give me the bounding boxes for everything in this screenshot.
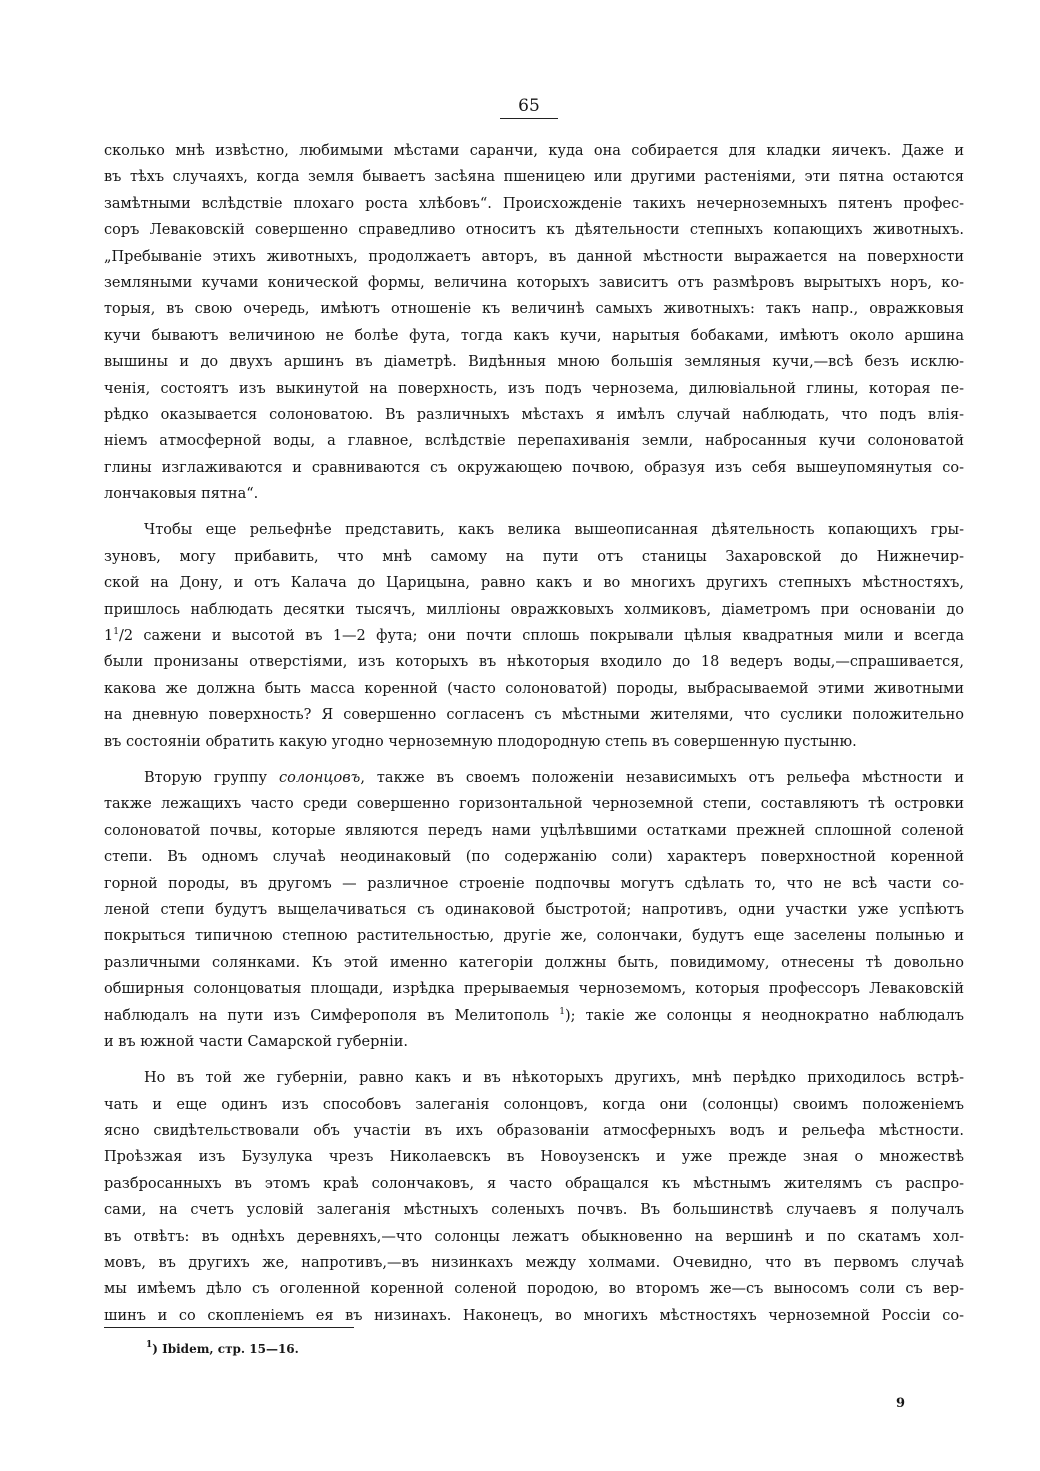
text-line: земляными кучами конической формы, величина которыхъ зависитъ отъ размѣровъ вырытыхъ норъ, ко-: [104, 274, 964, 291]
text-line: ніемъ атмосферной воды, а главное, вслѣдствіе перепахиванія земли, набросанныя кучи солоноватой: [104, 433, 964, 450]
fraction-whole: 1: [104, 628, 114, 645]
text-line: Проѣзжая изъ Бузулука чрезъ Николаевскъ въ Новоузенскъ и уже прежде зная о множествѣ: [104, 1149, 964, 1166]
text-line: мовъ, въ другихъ же, напротивъ,—въ низинкахъ между холмами. Очевидно, что въ первомъ случаѣ: [104, 1255, 964, 1272]
text-line: разбросанныхъ въ этомъ краѣ солончаковъ, я часто обращался къ мѣстнымъ жителямъ съ распро-: [104, 1175, 964, 1192]
text-line: лончаковыя пятна“.: [104, 486, 259, 503]
text-line: шинъ и со скопленіемъ ея въ низинахъ. Наконецъ, во многихъ мѣстностяхъ черноземной Россіи со-: [104, 1307, 964, 1324]
text-line: рѣдко оказывается солоноватою. Въ различныхъ мѣстахъ я имѣлъ случай наблюдать, что подъ влія-: [104, 406, 964, 423]
text-line: какова же должна быть масса коренной (часто солоноватой) породы, выбрасываемой этими животными: [104, 680, 964, 697]
text-line: и въ южной части Самарской губерніи.: [104, 1033, 408, 1050]
footnote: [146, 1341, 299, 1357]
main-text: [104, 138, 964, 1329]
text-line: мы имѣемъ дѣло съ оголенной коренной соленой породою, во второмъ же—съ выносомъ соли съ вер-: [104, 1281, 964, 1298]
paragraph-3: [104, 765, 964, 1055]
paragraph-4: [104, 1065, 964, 1329]
text-line: наблюдалъ на пути изъ Симферополя въ Мелитополь $^1$); такіе же солонцы я неоднократно наблюдалъ: [104, 1006, 964, 1024]
text-line: „Пребываніе этихъ животныхъ, продолжаетъ авторъ, въ данной мѣстности выражается на поверхности: [104, 248, 964, 265]
text-line: кучи бываютъ величиною не болѣе фута, тогда какъ кучи, нарытыя бобаками, имѣютъ около аршина: [104, 327, 964, 344]
text-line: соръ Леваковскій совершенно справедливо относитъ къ дѣятельности степныхъ копающихъ животныхъ.: [104, 222, 964, 239]
text-line: степи. Въ одномъ случаѣ неодинаковый (по содержанію соли) характеръ поверхностной коренной: [104, 849, 964, 866]
text-line: глины изглаживаются и сравниваются съ окружающею почвою, образуя изъ себя вышеупомянутыя со-: [104, 459, 964, 476]
text-line-fraction: $1^1/2$ сажени и высотой въ 1—2 фута; они почти сплошь покрывали цѣлыя квадратныя мили и всегда: [104, 627, 964, 645]
page-number: 65: [500, 96, 558, 119]
paragraph-1: [104, 138, 964, 507]
text-line: ченія, состоятъ изъ выкинутой на поверхность, изъ подъ чернозема, дилювіальной глины, которая пе-: [104, 380, 964, 397]
text-line: сами, на счетъ условій залеганія мѣстныхъ соленыхъ почвъ. Въ большинствѣ случаевъ я получалъ: [104, 1202, 964, 1219]
footnote-text: ) Ibidem, стр. 15—16.: [152, 1342, 299, 1356]
text-line: чать и еще одинъ изъ способовъ залеганія солонцовъ, когда они (солонцы) своимъ положеніемъ: [104, 1096, 964, 1113]
text-line: Но въ той же губерніи, равно какъ и въ нѣкоторыхъ другихъ, мнѣ перѣдко приходилось встрѣ-: [144, 1070, 964, 1087]
text-line: зуновъ, могу прибавить, что мнѣ самому на пути отъ станицы Захаровской до Нижнечир-: [104, 548, 964, 565]
text-line: ской на Дону, и отъ Калача до Царицына, равно какъ и во многихъ другихъ степныхъ мѣстностяхъ,: [104, 575, 964, 592]
text-line: ясно свидѣтельствовали объ участіи въ ихъ образованіи атмосферныхъ водъ и рельефа мѣстности.: [104, 1123, 964, 1140]
emphasis-term: солонцовъ: [279, 769, 361, 786]
fraction-denominator: 2: [123, 628, 134, 645]
text-line: Вторую группу солонцовъ, также въ своемъ положеніи независимыхъ отъ рельефа мѣстности и: [144, 769, 964, 786]
footnote-divider: [104, 1327, 354, 1328]
text-line: леной степи будутъ выщелачиваться съ одинаковой быстротой; напротивъ, одни участки уже успѣютъ: [104, 901, 964, 918]
text-line: пришлось наблюдать десятки тысячъ, милліоны овражковыхъ холмиковъ, діаметромъ при основаніи до: [104, 601, 964, 618]
text-line: покрыться типичною степною растительностью, другіе же, солончаки, будутъ еще заселены полынью и: [104, 928, 964, 945]
text-line: сколько мнѣ извѣстно, любимыми мѣстами саранчи, куда она собирается для кладки яичекъ. Даже и: [104, 143, 964, 159]
text-line: въ отвѣтъ: въ однѣхъ деревняхъ,—что солонцы лежатъ обыкновенно на вершинѣ и по скатамъ хол-: [104, 1228, 964, 1245]
footnote-mark: 1: [146, 1340, 153, 1350]
text-line: горной породы, въ другомъ — различное строеніе подпочвы могутъ сдѣлать то, что не всѣ части со-: [104, 875, 964, 892]
text-line: солоноватой почвы, которые являются передъ нами уцѣлѣвшими остатками прежней сплошной соленой: [104, 822, 964, 839]
paragraph-2: [104, 517, 964, 755]
text-line: торыя, въ свою очередь, имѣютъ отношеніе къ величинѣ самыхъ животныхъ: такъ напр., овражковыя: [104, 301, 964, 318]
fraction-line-rest: сажени и высотой въ 1—2 фута; они почти сплошь покрывали цѣлыя квадратныя мили и всегда: [133, 628, 964, 645]
signature-mark: 9: [896, 1396, 906, 1411]
text-line: замѣтными вслѣдствіе плохаго роста хлѣбовъ“. Происхожденіе такихъ нечерноземныхъ пятенъ профес-: [104, 195, 964, 212]
fraction-numerator: 1: [113, 627, 119, 638]
text-line: различными солянками. Къ этой именно категоріи должны быть, повидимому, отнесены тѣ довольно: [104, 954, 964, 971]
text-line: вышины и до двухъ аршинъ въ діаметрѣ. Видѣнныя мною большія земляныя кучи,—всѣ безъ исклю-: [104, 354, 964, 371]
text-line: были пронизаны отверстіями, изъ которыхъ въ нѣкоторыя входило до 18 ведеръ воды,—спрашивается,: [104, 654, 964, 671]
text-line: на дневную поверхность? Я совершенно согласенъ съ мѣстными жителями, что суслики положительно: [104, 707, 964, 724]
text-line: обширныя солонцоватыя площади, изрѣдка прерываемыя черноземомъ, которыя профессоръ Леваковскій: [104, 981, 964, 998]
text-line: въ состояніи обратить какую угодно черноземную плодородную степь въ совершенную пустыню.: [104, 733, 857, 750]
footnote-reference: 1: [559, 1006, 565, 1017]
text-line: Чтобы еще рельефнѣе представить, какъ велика вышеописанная дѣятельность копающихъ гры-: [144, 522, 964, 539]
text-line: также лежащихъ часто среди совершенно горизонтальной черноземной степи, составляютъ тѣ островки: [104, 796, 964, 813]
text-line: въ тѣхъ случаяхъ, когда земля бываетъ засѣяна пшеницею или другими растеніями, эти пятна остаются: [104, 169, 964, 186]
